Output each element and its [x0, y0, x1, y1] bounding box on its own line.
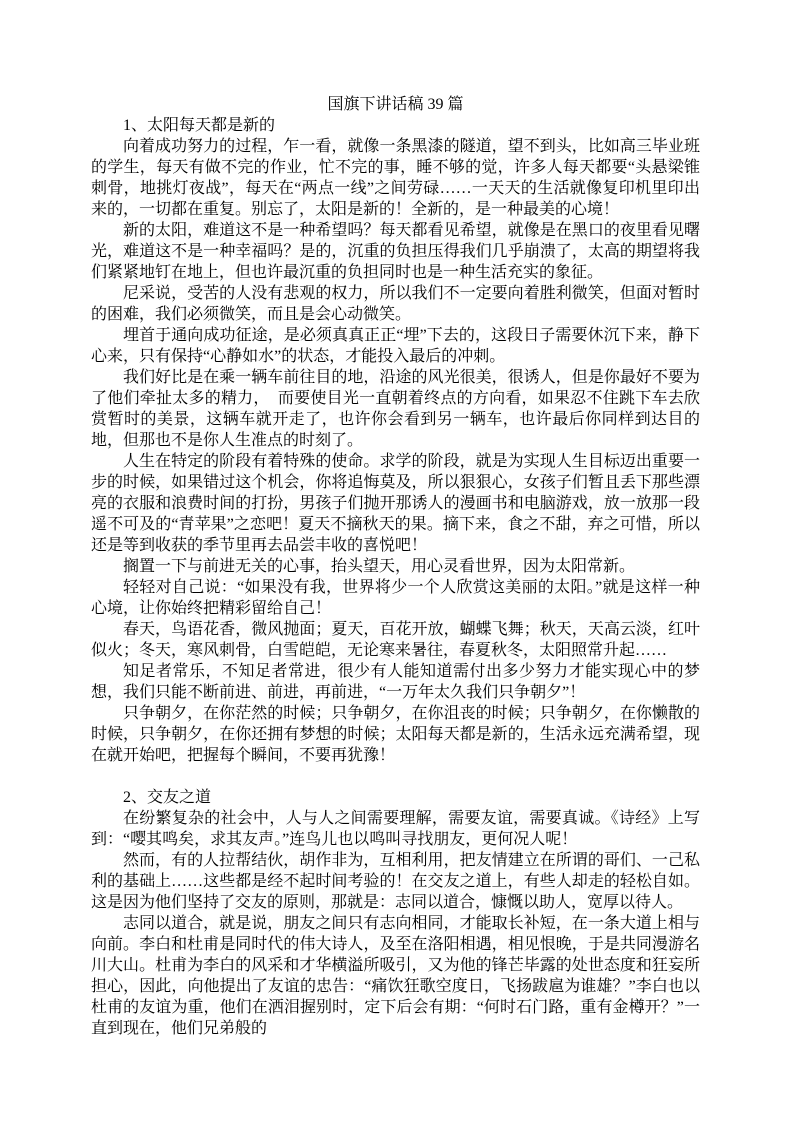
paragraph: 新的太阳，难道这不是一种希望吗？每天都看见希望，就像是在黑口的夜里看见曙光，难道这不是一种幸福吗？是的，沉重的负担压得我们几乎崩溃了，太高的期望将我们紧紧地钉在地上，但也许最沉重的负担同时也是一种生活充实的象征。	[91, 222, 700, 281]
paragraph: 向着成功努力的过程，乍一看，就像一条黑漆的隧道，望不到头，比如高三毕业班的学生，每天有做不完的作业，忙不完的事，睡不够的觉，许多人每天都要“头悬梁锥刺骨，地挑灯夜战”，每天在“两点一线”之间劳碌……一天天的生活就像复印机里印出来的，一切都在重复。别忘了，太阳是新的！全新的，是一种最美的心境！	[91, 138, 700, 218]
document-section-1	[91, 115, 700, 766]
paragraph: 春天，鸟语花香，微风抛面；夏天，百花开放，蝴蝶飞舞；秋天，天高云淡，红叶似火；冬天，寒风刺骨，白雪皑皑，无论寒来暑往，春夏秋冬，太阳照常升起……	[91, 621, 700, 659]
document-section-2	[91, 787, 700, 1039]
paragraph: 人生在特定的阶段有着特殊的使命。求学的阶段，就是为实现人生目标迈出重要一步的时候，如果错过这个机会，你将追悔莫及，所以狠狠心，女孩子们暂且丢下那些漂亮的衣服和浪费时间的打扮，男孩子们抛开那诱人的漫画书和电脑游戏，放一放那一段遥不可及的“青苹果”之恋吧！夏天不摘秋天的果。摘下来，食之不甜，弃之可惜，所以还是等到收获的季节里再去品尝丰收的喜悦吧！	[91, 453, 700, 554]
section-heading: 2、交友之道	[123, 789, 212, 806]
document-title: 国旗下讲话稿 39 篇	[327, 96, 464, 113]
paragraph: 只争朝夕，在你茫然的时候；只争朝夕，在你沮丧的时候；只争朝夕，在你懒散的时候，只争朝夕，在你还拥有梦想的时候；太阳每天都是新的，生活永远充满希望，现在就开始吧，把握每个瞬间，不要再犹豫！	[91, 705, 700, 764]
paragraph: 尼采说，受苦的人没有悲观的权力，所以我们不一定要向着胜利微笑，但面对暂时的困难，我们必须微笑，而且是会心动微笑。	[91, 285, 700, 323]
paragraph: 轻轻对自己说：“如果没有我，世界将少一个人欣赏这美丽的太阳。”就是这样一种心境，让你始终把精彩留给自己！	[91, 579, 700, 617]
paragraph: 埋首于通向成功征途，是必须真真正正“埋”下去的，这段日子需要休沉下来，静下心来，只有保持“心静如水”的状态，才能投入最后的冲刺。	[91, 327, 700, 365]
paragraph: 搁置一下与前进无关的心事，抬头望天，用心灵看世界，因为太阳常新。	[123, 558, 636, 575]
paragraph: 我们好比是在乘一辆车前往目的地，沿途的风光很美，很诱人，但是你最好不要为了他们牵扯太多的精力， 而要使目光一直朝着终点的方向看，如果忍不住跳下车去欣赏暂时的美景，这辆车就开走了，也许你会看到另一辆车，也许最后你同样到达目的地，但那也不是你人生准点的时刻了。	[91, 369, 700, 449]
paragraph: 志同以道合，就是说，朋友之间只有志向相同，才能取长补短，在一条大道上相与向前。李白和杜甫是同时代的伟大诗人，及至在洛阳相遇，相见恨晚，于是共同漫游名川大山。杜甫为李白的风采和才华横溢所吸引，又为他的锋芒毕露的处世态度和狂妄所担心，因此，向他提出了友谊的忠告：“痛饮狂歌空度日，飞扬跋扈为谁雄？”李白也以杜甫的友谊为重，他们在洒泪握别时，定下后会有期：“何时石门路，重有金樽开？”一直到现在，他们兄弟般的	[91, 915, 700, 1037]
document-body	[91, 115, 700, 1039]
section-heading: 1、太阳每天都是新的	[123, 117, 276, 134]
paragraph: 知足者常乐，不知足者常进，很少有人能知道需付出多少努力才能实现心中的梦想，我们只能不断前进、前进，再前进，“一万年太久我们只争朝夕”！	[91, 663, 700, 701]
paragraph: 然而，有的人拉帮结伙，胡作非为，互相利用，把友情建立在所谓的哥们、一己私利的基础上……这些都是经不起时间考验的！在交友之道上，有些人却走的轻松自如。这是因为他们坚持了交友的原则，那就是：志同以道合，慷慨以助人，宽厚以待人。	[91, 852, 700, 911]
paragraph: 在纷繁复杂的社会中，人与人之间需要理解，需要友谊，需要真诚。《诗经》上写到：“嘤其鸣矣，求其友声。”连鸟儿也以鸣叫寻找朋友，更何况人呢！	[91, 810, 700, 848]
